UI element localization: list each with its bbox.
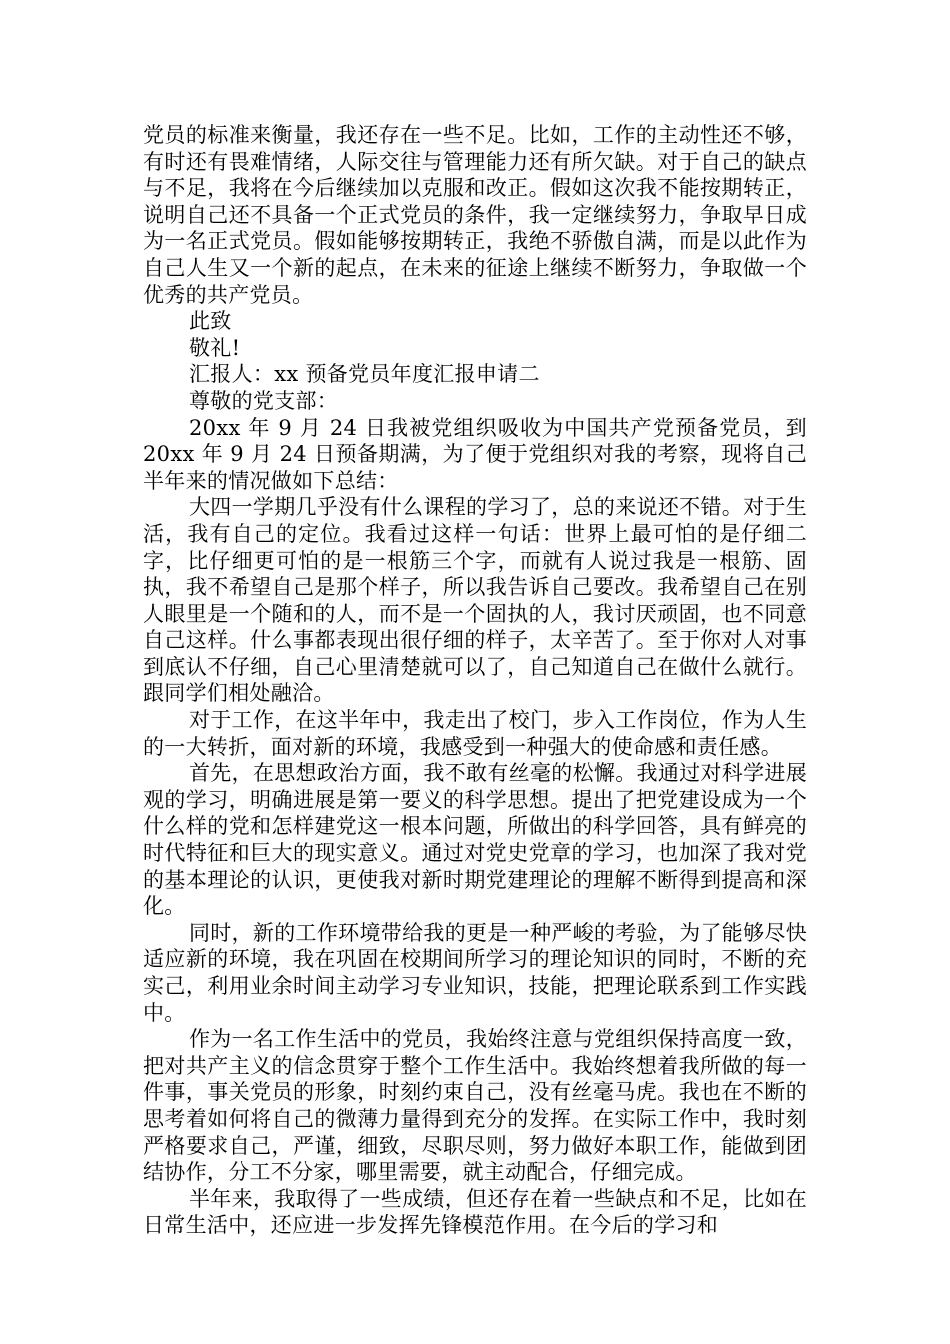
paragraph-life: 大四一学期几乎没有什么课程的学习了，总的来说还不错。对于生活，我有自己的定位。我看过这样一句话：世界上最可怕的是仔细二字，比仔细更可怕的是一根筋三个字，而就有人说过我是一根筋、固执，我不希望自己是那个样子，所以我告诉自己要改。我希望自己在别人眼里是一个随和的人，而不是一个固执的人，我讨厌顽固，也不同意自己这样。什么事都表现出很仔细的样子，太辛苦了。至于你对人对事到底认不仔细，自己心里清楚就可以了，自己知道自己在做什么就行。跟同学们相处融洽。 [143, 495, 807, 706]
addressee-line: 尊敬的党支部： [189, 388, 339, 413]
paragraph-party-member: 作为一名工作生活中的党员，我始终注意与党组织保持高度一致，把对共产主义的信念贯穿于整个工作生活中。我始终想着我所做的每一件事，事关党员的形象，时刻约束自己，没有丝毫马虎。我也在不断的思考着如何将自己的微薄力量得到充分的发挥。在实际工作中，我时刻严格要求自己，严谨，细致，尽职尽则，努力做好本职工作，能做到团结协作，分工不分家，哪里需要，就主动配合，仔细完成。 [143, 1027, 807, 1185]
paragraph-environment: 同时，新的工作环境带给我的更是一种严峻的考验，为了能够尽快适应新的环境，我在巩固在校期间所学习的理论知识的同时，不断的充实己，利用业余时间主动学习专业知识，技能，把理论联系到工作实践中。 [143, 920, 807, 1025]
paragraph-continuation: 党员的标准来衡量，我还存在一些不足。比如，工作的主动性还不够，有时还有畏难情绪，人际交往与管理能力还有所欠缺。对于自己的缺点与不足，我将在今后继续加以克服和改正。假如这次我不能按期转正，说明自己还不具备一个正式党员的条件，我一定继续努力，争取早日成为一名正式党员。假如能够按期转正，我绝不骄傲自满，而是以此作为自己人生又一个新的起点，在未来的征途上继续不断努力，争取做一个优秀的共产党员。 [143, 123, 807, 307]
paragraph-intro: 20xx 年 9 月 24 日我被党组织吸收为中国共产党预备党员，到 20xx 年 9 月 24 日预备期满，为了便于党组织对我的考察，现将自己半年来的情况做如下总结： [143, 415, 807, 493]
reporter-line: 汇报人：xx 预备党员年度汇报申请二 [189, 362, 540, 387]
document-body [143, 122, 807, 1239]
paragraph-work: 对于工作，在这半年中，我走出了校门，步入工作岗位，作为人生的一大转折，面对新的环境，我感受到一种强大的使命感和责任感。 [143, 708, 807, 759]
closing-regards: 敬礼! [189, 335, 241, 360]
paragraph-politics: 首先，在思想政治方面，我不敢有丝毫的松懈。我通过对科学进展观的学习，明确进展是第一要义的科学思想。提出了把党建设成为一个什么样的党和怎样建党这一根本问题，所做出的科学回答，具有鲜亮的时代特征和巨大的现实意义。通过对党史党章的学习，也加深了我对党的基本理论的认识，更使我对新时期党建理论的理解不断得到提高和深化。 [143, 761, 807, 919]
paragraph-summary: 半年来，我取得了一些成绩，但还存在着一些缺点和不足，比如在日常生活中，还应进一步发挥先锋模范作用。在今后的学习和 [143, 1186, 807, 1238]
closing-salutation: 此致 [189, 309, 232, 334]
